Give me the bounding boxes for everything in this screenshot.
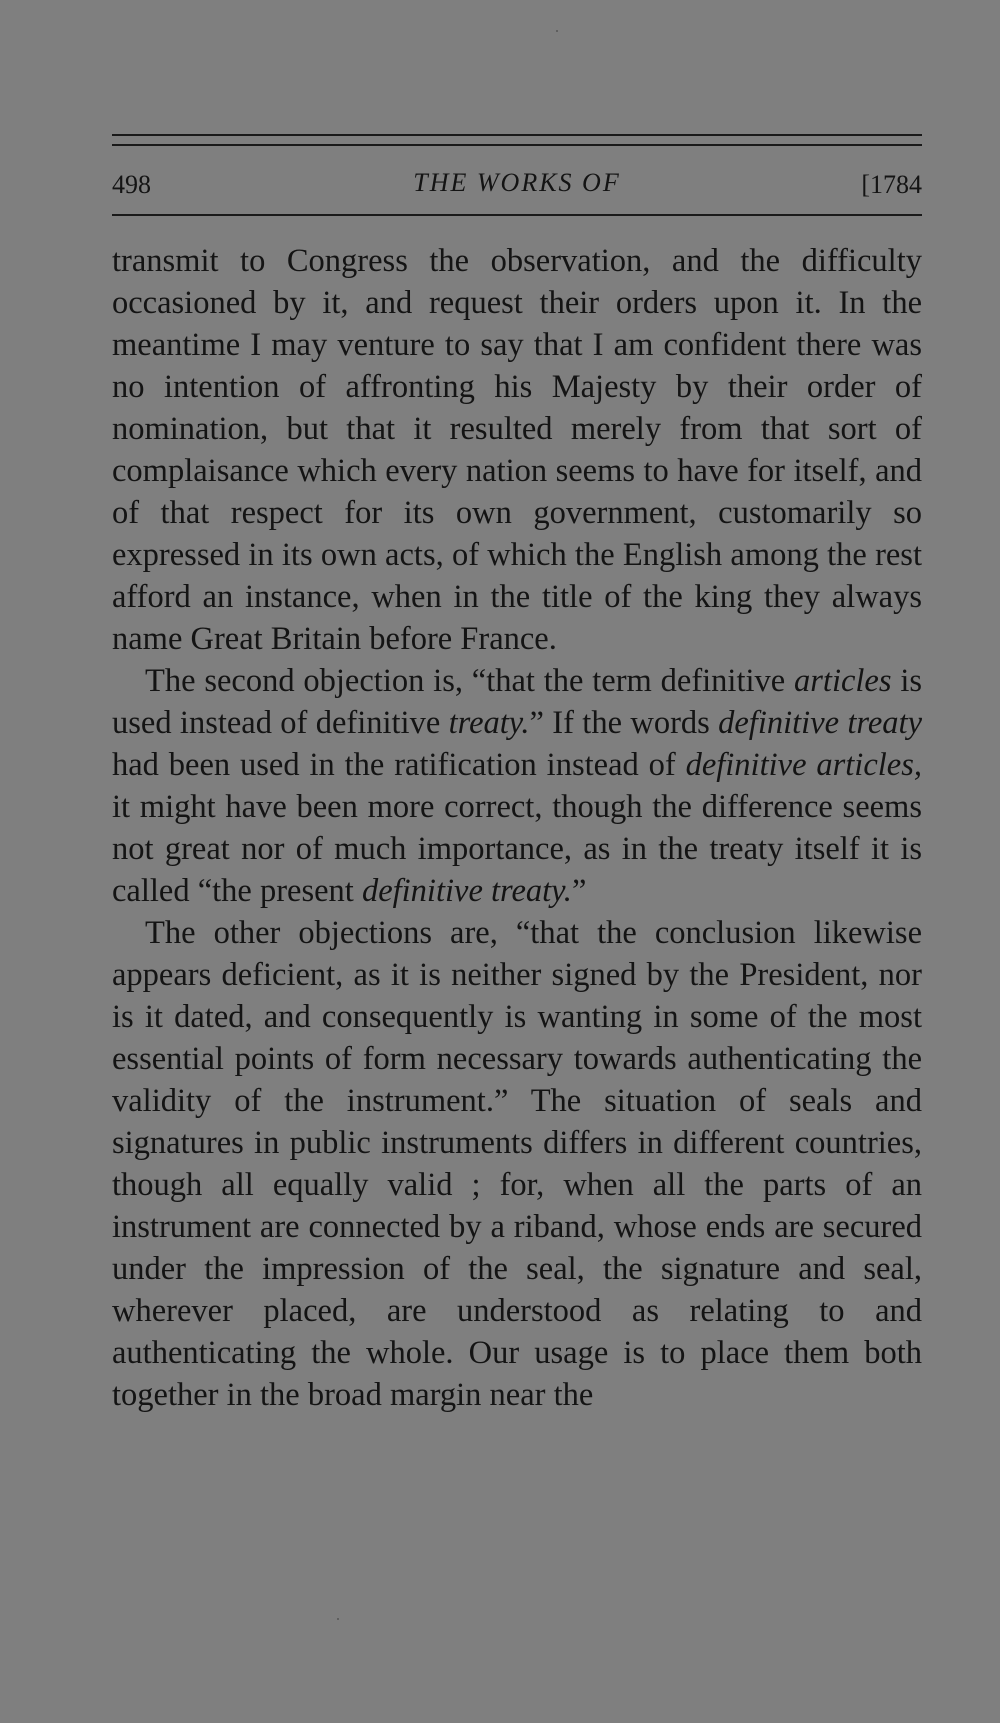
speck	[556, 30, 558, 32]
header-rule	[112, 214, 922, 216]
italic-text: definitive articles,	[685, 747, 922, 783]
text-run: it might have been more correct, though the difference seems not great nor of much importance, as in the treaty itself it is called “the present	[112, 789, 922, 909]
running-head	[112, 164, 922, 208]
text-run: transmit to Congress the observation, and the difficulty occasioned by it, and request their orders upon it. In the meantime I may venture to say that I am confident there was no intention of affronting his Majesty by their order of nomination, but that it resulted merely from that sort of complaisance which every nation seems to have for itself, and of that respect for its own government, customarily so expressed in its own acts, of which the English among the rest afford an instance, when in the title of the king they always name Great Britain before France.	[112, 243, 922, 657]
body-text	[112, 240, 922, 1416]
text-run: The second objection is, “that the term definitive	[145, 663, 795, 699]
page-number: 498	[112, 170, 151, 199]
italic-text: definitive treaty.	[361, 873, 572, 909]
speck	[337, 1618, 339, 1620]
text-run: ” If the words	[529, 705, 719, 741]
italic-text: treaty.	[448, 705, 530, 741]
text-run: is used instead of definitive	[112, 663, 922, 741]
running-year: [1784	[861, 170, 922, 199]
italic-text: definitive treaty	[718, 705, 922, 741]
top-rule	[112, 134, 922, 136]
top-rule-inner	[112, 144, 922, 146]
text-run: had been used in the ratification instead of	[112, 747, 686, 783]
paragraph	[112, 240, 922, 660]
text-run: The other objections are, “that the conclusion likewise appears deficient, as it is neither signed by the President, nor is it dated, and consequently is wanting in some of the most essential points of form necessary towards authenticating the validity of the instrument.” The situation of seals and signatures in public instruments differs in different countries, though all equally valid ; for, when all the parts of an instrument are connected by a riband, whose ends are secured under the impression of the seal, the signature and seal, wherever placed, are understood as relating to and authenticating the whole. Our usage is to place them both together in the broad margin near the	[112, 915, 922, 1413]
running-title: THE WORKS OF	[413, 168, 621, 197]
italic-text: articles	[794, 663, 892, 699]
book-page	[112, 134, 922, 1416]
paragraph	[112, 660, 922, 912]
text-run: ”	[571, 873, 587, 909]
paragraph	[112, 912, 922, 1416]
